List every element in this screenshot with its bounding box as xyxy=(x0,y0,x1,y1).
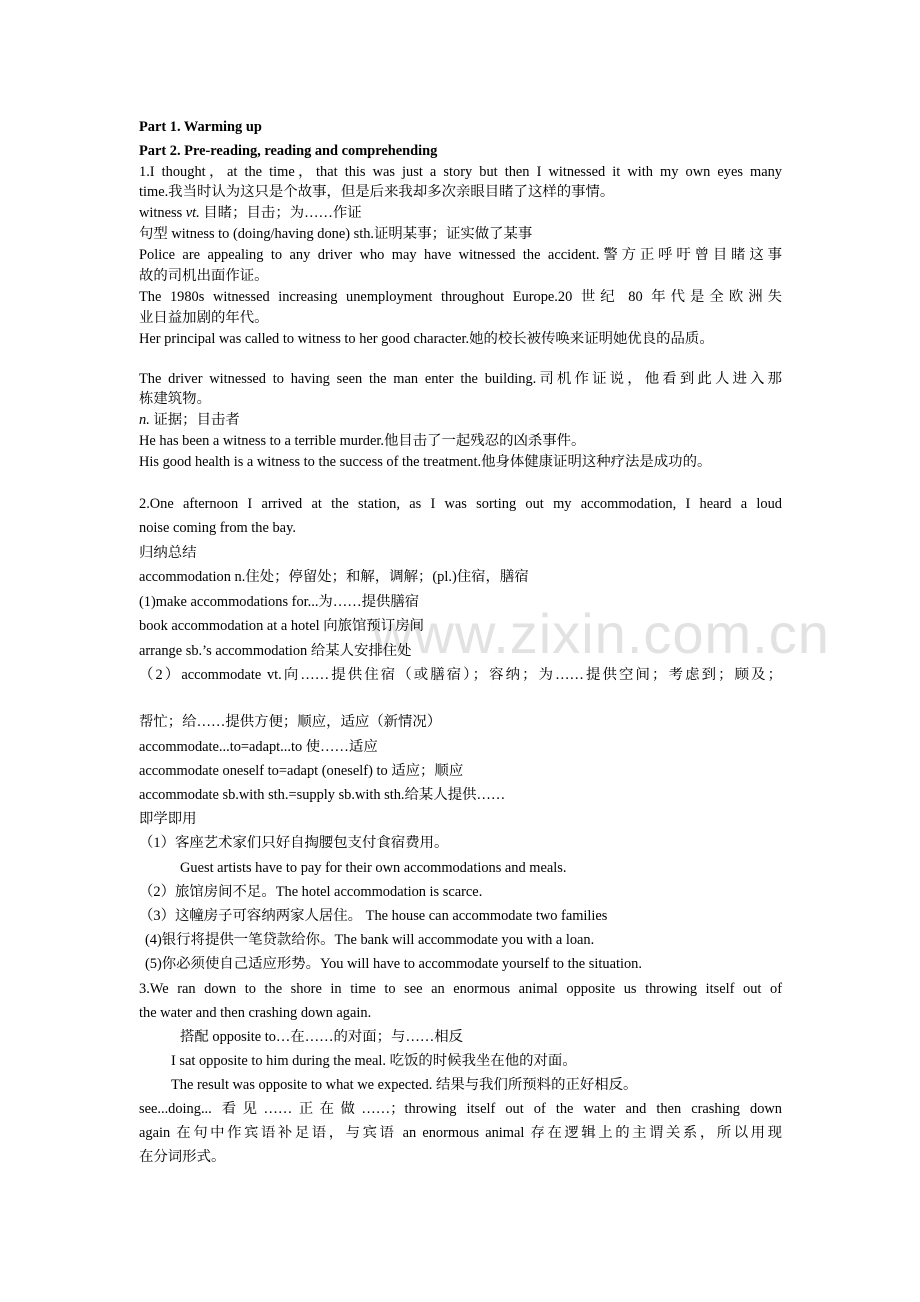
text-line: accommodation n.住处；停留处；和解，调解；(pl.)住宿，膳宿 xyxy=(139,569,529,585)
text-line: 在分词形式。 xyxy=(139,1149,226,1165)
text-line: 归纳总结 xyxy=(139,545,197,561)
watermark: www.zixin.com.cn xyxy=(372,602,830,665)
text-line: accommodate...to=adapt...to 使……适应 xyxy=(139,739,378,755)
text-line: His good health is a witness to the success of the treatment.他身体健康证明这种疗法是成功的。 xyxy=(139,454,712,470)
text-line: again 在句中作宾语补足语，与宾语 an enormous animal 存在逻辑上的主谓关系，所以用现 xyxy=(139,1125,782,1141)
word: witness xyxy=(139,205,186,221)
text-line: 搭配 opposite to…在……的对面；与……相反 xyxy=(180,1029,464,1045)
pos-label: n. xyxy=(139,412,150,428)
text-line: 3.We ran down to the shore in time to see an enormous animal opposite us throwing itself out of xyxy=(139,981,782,997)
text-line xyxy=(139,413,240,427)
text-line: Her principal was called to witness to her good character.她的校长被传唤来证明她优良的品质。 xyxy=(139,331,714,347)
text-line: accommodate oneself to=adapt (oneself) to 适应；顺应 xyxy=(139,763,464,779)
text-line: （3）这幢房子可容纳两家人居住。 The house can accommodate two families xyxy=(139,908,608,924)
text-line: Guest artists have to pay for their own accommodations and meals. xyxy=(180,860,567,876)
text-line: see...doing... 看见……正在做……；throwing itself out of the water and then crashing down xyxy=(139,1101,782,1117)
text-line: I sat opposite to him during the meal. 吃饭的时候我坐在他的对面。 xyxy=(171,1053,577,1069)
text-line: 故的司机出面作证。 xyxy=(139,268,269,284)
text-line: accommodate sb.with sth.=supply sb.with sth.给某人提供…… xyxy=(139,787,506,803)
text-line: the water and then crashing down again. xyxy=(139,1005,372,1021)
text-line: book accommodation at a hotel 向旅馆预订房间 xyxy=(139,618,424,634)
text-line: 1.I thought，at the time，that this was just a story but then I witnessed it with my own eyes many xyxy=(139,164,782,180)
text-line: （1）客座艺术家们只好自掏腰包支付食宿费用。 xyxy=(139,835,449,851)
text-line: (1)make accommodations for...为……提供膳宿 xyxy=(139,594,420,610)
heading-part-2: Part 2. Pre-reading, reading and comprehending xyxy=(139,143,438,159)
text-line: （2）旅馆房间不足。The hotel accommodation is scarce. xyxy=(139,884,483,900)
text-line: 句型 witness to (doing/having done) sth.证明某事；证实做了某事 xyxy=(139,226,533,242)
text-line: The 1980s witnessed increasing unemployment throughout Europe.20 世纪 80 年代是全欧洲失 xyxy=(139,289,782,305)
text-line: The driver witnessed to having seen the man enter the building.司机作证说，他看到此人进入那 xyxy=(139,371,782,387)
text-line: time.我当时认为这只是个故事，但是后来我却多次亲眼目睹了这样的事情。 xyxy=(139,184,615,200)
text-line: Police are appealing to any driver who may have witnessed the accident.警方正呼吁曾目睹这事 xyxy=(139,247,782,263)
heading-part-1: Part 1. Warming up xyxy=(139,119,262,135)
text-line: noise coming from the bay. xyxy=(139,520,296,536)
pos-label: vt. xyxy=(185,205,200,221)
definition: 证据；目击者 xyxy=(149,412,240,428)
text-line: (5)你必须使自己适应形势。You will have to accommodate yourself to the situation. xyxy=(145,956,642,972)
definition: 目睹；目击；为……作证 xyxy=(199,205,362,221)
text-line: (4)银行将提供一笔贷款给你。The bank will accommodate you with a loan. xyxy=(145,932,595,948)
text-line: 帮忙；给……提供方便；顺应，适应（新情况） xyxy=(139,714,442,730)
text-line: 栋建筑物。 xyxy=(139,391,211,407)
text-line: He has been a witness to a terrible murder.他目击了一起残忍的凶杀事件。 xyxy=(139,433,586,449)
text-line: 即学即用 xyxy=(139,811,197,827)
text-line: （2）accommodate vt.向……提供住宿（或膳宿）；容纳；为……提供空间；考虑到；顾及； xyxy=(139,667,782,683)
text-line: 2.One afternoon I arrived at the station, as I was sorting out my accommodation, I heard a loud xyxy=(139,496,782,512)
text-line: arrange sb.’s accommodation 给某人安排住处 xyxy=(139,643,412,659)
text-line: 业日益加剧的年代。 xyxy=(139,310,269,326)
text-line: The result was opposite to what we expected. 结果与我们所预料的正好相反。 xyxy=(171,1077,638,1093)
text-line xyxy=(139,206,362,220)
